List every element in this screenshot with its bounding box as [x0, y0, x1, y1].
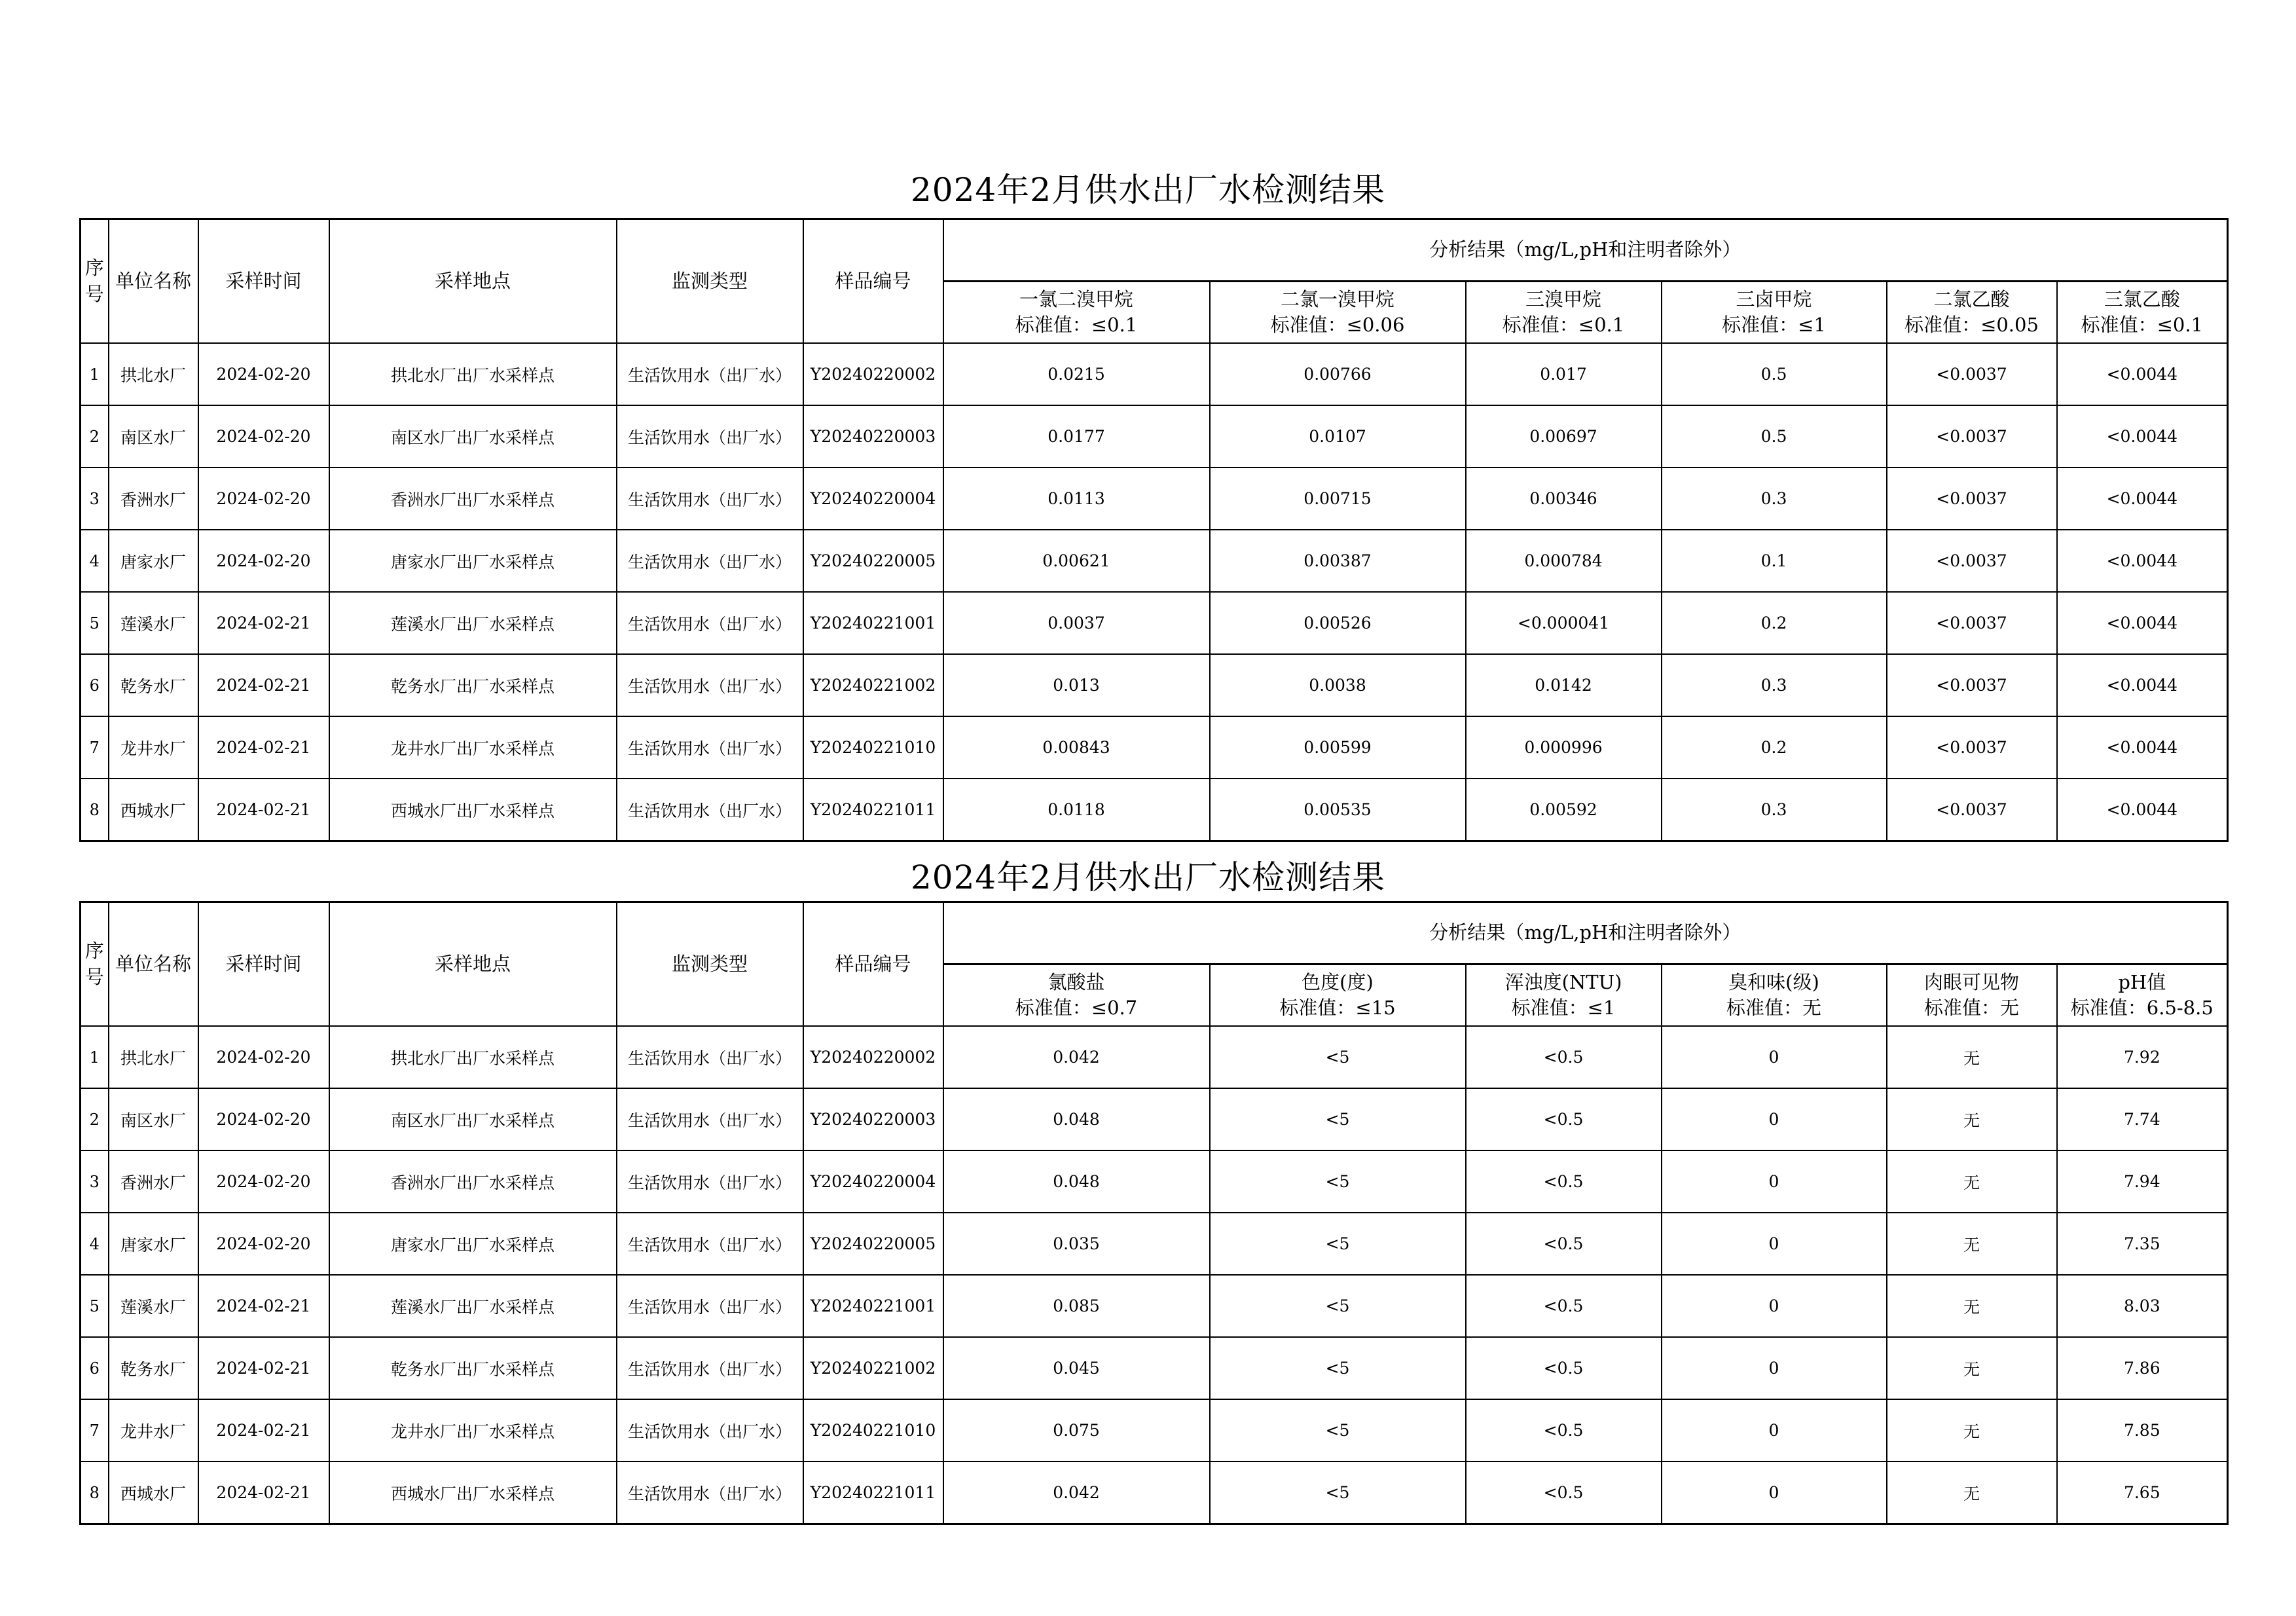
row-result-value: 0.1 — [1662, 530, 1887, 592]
row-sample-id: Y20240220004 — [803, 468, 943, 530]
row-result-value: <0.5 — [1466, 1150, 1662, 1213]
row-result-value: 0.0142 — [1466, 654, 1662, 716]
header-type: 监测类型 — [617, 219, 803, 344]
row-result-value: 无 — [1887, 1150, 2057, 1213]
row-result-value: 0.00697 — [1466, 405, 1662, 468]
row-result-value: 0.075 — [943, 1399, 1210, 1461]
row-unit-name: 拱北水厂 — [109, 1026, 198, 1088]
row-monitor-type: 生活饮用水（出厂水） — [617, 1026, 803, 1088]
row-result-value: 0 — [1662, 1026, 1887, 1088]
param-header — [1210, 282, 1466, 344]
param-header — [1210, 964, 1466, 1027]
row-sampling-time: 2024-02-21 — [198, 716, 329, 779]
row-result-value: 0.017 — [1466, 343, 1662, 405]
table-row — [81, 343, 2228, 405]
param-header — [1662, 282, 1887, 344]
row-unit-name: 莲溪水厂 — [109, 1275, 198, 1337]
row-result-value: <5 — [1210, 1150, 1466, 1213]
row-monitor-type: 生活饮用水（出厂水） — [617, 592, 803, 654]
results-body-2 — [81, 1026, 2228, 1524]
row-sample-id: Y20240220002 — [803, 343, 943, 405]
row-result-value: 0.0038 — [1210, 654, 1466, 716]
row-result-value: 0.2 — [1662, 716, 1887, 779]
table-row — [81, 405, 2228, 468]
row-result-value: <5 — [1210, 1026, 1466, 1088]
row-unit-name: 龙井水厂 — [109, 1399, 198, 1461]
table-row — [81, 530, 2228, 592]
row-monitor-type: 生活饮用水（出厂水） — [617, 1275, 803, 1337]
header-time: 采样时间 — [198, 219, 329, 344]
header-analysis-group: 分析结果（mg/L,pH和注明者除外） — [943, 902, 2228, 964]
header-seq: 序号 — [81, 902, 109, 1027]
row-monitor-type: 生活饮用水（出厂水） — [617, 1399, 803, 1461]
row-result-value: 7.74 — [2057, 1088, 2228, 1150]
param-header — [1466, 282, 1662, 344]
row-result-value: 0.2 — [1662, 592, 1887, 654]
row-result-value: <0.0037 — [1887, 530, 2057, 592]
row-result-value: 无 — [1887, 1026, 2057, 1088]
row-unit-name: 唐家水厂 — [109, 1213, 198, 1275]
row-seq: 4 — [81, 530, 109, 592]
table-row — [81, 1026, 2228, 1088]
row-result-value: <5 — [1210, 1088, 1466, 1150]
row-result-value: 0.0118 — [943, 779, 1210, 841]
row-result-value: 0.3 — [1662, 779, 1887, 841]
table-row — [81, 1150, 2228, 1213]
row-result-value: 0.0037 — [943, 592, 1210, 654]
row-seq: 8 — [81, 1461, 109, 1524]
row-result-value: 0.00346 — [1466, 468, 1662, 530]
results-table-2 — [79, 901, 2229, 1525]
row-seq: 1 — [81, 1026, 109, 1088]
row-monitor-type: 生活饮用水（出厂水） — [617, 405, 803, 468]
row-unit-name: 西城水厂 — [109, 1461, 198, 1524]
row-result-value: <0.000041 — [1466, 592, 1662, 654]
row-unit-name: 香洲水厂 — [109, 468, 198, 530]
row-seq: 6 — [81, 1337, 109, 1399]
row-sampling-time: 2024-02-20 — [198, 1088, 329, 1150]
row-seq: 3 — [81, 1150, 109, 1213]
param-name: pH值 — [2118, 970, 2166, 993]
param-name: 色度(度) — [1302, 970, 1374, 993]
row-result-value: 无 — [1887, 1461, 2057, 1524]
row-monitor-type: 生活饮用水（出厂水） — [617, 716, 803, 779]
row-sample-id: Y20240220005 — [803, 1213, 943, 1275]
results-table-1 — [79, 218, 2229, 842]
row-result-value: 7.94 — [2057, 1150, 2228, 1213]
row-unit-name: 南区水厂 — [109, 405, 198, 468]
report-title-1: 2024年2月供水出厂水检测结果 — [910, 171, 1386, 209]
row-sampling-site: 拱北水厂出厂水采样点 — [329, 1026, 617, 1088]
row-sample-id: Y20240220003 — [803, 1088, 943, 1150]
param-header — [943, 282, 1210, 344]
row-monitor-type: 生活饮用水（出厂水） — [617, 468, 803, 530]
row-seq: 1 — [81, 343, 109, 405]
row-result-value: 0.048 — [943, 1150, 1210, 1213]
param-name: 氯酸盐 — [1048, 970, 1105, 993]
row-seq: 3 — [81, 468, 109, 530]
row-result-value: 无 — [1887, 1337, 2057, 1399]
param-standard: 标准值：≤15 — [1279, 997, 1396, 1019]
param-standard: 标准值：≤0.7 — [1015, 997, 1138, 1019]
row-monitor-type: 生活饮用水（出厂水） — [617, 343, 803, 405]
row-result-value: <0.0037 — [1887, 468, 2057, 530]
row-monitor-type: 生活饮用水（出厂水） — [617, 654, 803, 716]
row-result-value: <0.0037 — [1887, 654, 2057, 716]
row-sampling-site: 莲溪水厂出厂水采样点 — [329, 592, 617, 654]
row-result-value: 0.042 — [943, 1461, 1210, 1524]
table-row — [81, 468, 2228, 530]
row-seq: 4 — [81, 1213, 109, 1275]
row-result-value: <0.5 — [1466, 1213, 1662, 1275]
param-standard: 标准值：≤0.1 — [1015, 314, 1138, 336]
row-result-value: 0.00592 — [1466, 779, 1662, 841]
row-unit-name: 香洲水厂 — [109, 1150, 198, 1213]
row-sampling-time: 2024-02-20 — [198, 530, 329, 592]
row-result-value: <0.0037 — [1887, 716, 2057, 779]
row-unit-name: 西城水厂 — [109, 779, 198, 841]
row-unit-name: 唐家水厂 — [109, 530, 198, 592]
param-header — [1887, 282, 2057, 344]
row-result-value: 7.35 — [2057, 1213, 2228, 1275]
row-sampling-time: 2024-02-20 — [198, 468, 329, 530]
row-result-value: 0.0107 — [1210, 405, 1466, 468]
table-row — [81, 1337, 2228, 1399]
row-unit-name: 龙井水厂 — [109, 716, 198, 779]
row-seq: 8 — [81, 779, 109, 841]
table-row — [81, 592, 2228, 654]
row-result-value: 0.042 — [943, 1026, 1210, 1088]
row-monitor-type: 生活饮用水（出厂水） — [617, 1461, 803, 1524]
row-result-value: 0 — [1662, 1275, 1887, 1337]
row-sampling-site: 西城水厂出厂水采样点 — [329, 1461, 617, 1524]
row-result-value: <0.0044 — [2057, 716, 2228, 779]
table-row — [81, 654, 2228, 716]
row-sampling-time: 2024-02-21 — [198, 779, 329, 841]
header-sample-id: 样品编号 — [803, 902, 943, 1027]
row-sampling-time: 2024-02-20 — [198, 343, 329, 405]
param-standard: 标准值：≤1 — [1511, 997, 1616, 1019]
row-result-value: <0.5 — [1466, 1026, 1662, 1088]
row-result-value: 0.00843 — [943, 716, 1210, 779]
row-seq: 7 — [81, 716, 109, 779]
row-result-value: 0 — [1662, 1399, 1887, 1461]
row-result-value: <5 — [1210, 1399, 1466, 1461]
row-sampling-time: 2024-02-20 — [198, 1150, 329, 1213]
report-title-2: 2024年2月供水出厂水检测结果 — [910, 858, 1386, 896]
row-sample-id: Y20240221010 — [803, 1399, 943, 1461]
row-sample-id: Y20240221001 — [803, 592, 943, 654]
row-result-value: <0.0037 — [1887, 343, 2057, 405]
header-unit: 单位名称 — [109, 219, 198, 344]
param-name: 肉眼可见物 — [1923, 970, 2019, 993]
header-seq: 序号 — [81, 219, 109, 344]
row-result-value: 0.000784 — [1466, 530, 1662, 592]
table-row — [81, 1461, 2228, 1524]
row-monitor-type: 生活饮用水（出厂水） — [617, 530, 803, 592]
row-unit-name: 南区水厂 — [109, 1088, 198, 1150]
param-standard: 标准值：≤1 — [1722, 314, 1826, 336]
row-result-value: 0.013 — [943, 654, 1210, 716]
param-standard: 标准值：无 — [1923, 997, 2019, 1019]
param-header — [1887, 964, 2057, 1027]
row-result-value: 0.00387 — [1210, 530, 1466, 592]
row-sampling-site: 拱北水厂出厂水采样点 — [329, 343, 617, 405]
row-sample-id: Y20240221002 — [803, 1337, 943, 1399]
table-row — [81, 1399, 2228, 1461]
header-sample-id: 样品编号 — [803, 219, 943, 344]
param-standard: 标准值：≤0.05 — [1904, 314, 2039, 336]
row-result-value: 0.085 — [943, 1275, 1210, 1337]
header-site: 采样地点 — [329, 219, 617, 344]
row-result-value: 8.03 — [2057, 1275, 2228, 1337]
table-row — [81, 716, 2228, 779]
row-seq: 5 — [81, 592, 109, 654]
row-sampling-time: 2024-02-21 — [198, 654, 329, 716]
row-result-value: 0.00715 — [1210, 468, 1466, 530]
row-unit-name: 乾务水厂 — [109, 1337, 198, 1399]
row-result-value: 0 — [1662, 1088, 1887, 1150]
row-result-value: 0.0215 — [943, 343, 1210, 405]
row-sampling-site: 香洲水厂出厂水采样点 — [329, 1150, 617, 1213]
row-result-value: 0.00599 — [1210, 716, 1466, 779]
row-result-value: 7.92 — [2057, 1026, 2228, 1088]
row-result-value: <0.0044 — [2057, 405, 2228, 468]
row-sampling-site: 南区水厂出厂水采样点 — [329, 405, 617, 468]
header-analysis-group: 分析结果（mg/L,pH和注明者除外） — [943, 219, 2228, 282]
row-sampling-site: 南区水厂出厂水采样点 — [329, 1088, 617, 1150]
row-result-value: <0.0037 — [1887, 405, 2057, 468]
param-standard: 标准值：≤0.06 — [1270, 314, 1405, 336]
row-result-value: <0.0044 — [2057, 654, 2228, 716]
row-result-value: 0.0113 — [943, 468, 1210, 530]
row-result-value: 无 — [1887, 1399, 2057, 1461]
row-result-value: 0 — [1662, 1337, 1887, 1399]
row-sampling-time: 2024-02-20 — [198, 405, 329, 468]
row-sampling-site: 西城水厂出厂水采样点 — [329, 779, 617, 841]
param-standard: 标准值：≤0.1 — [2081, 314, 2203, 336]
row-result-value: 无 — [1887, 1213, 2057, 1275]
param-header — [2057, 964, 2228, 1027]
row-sampling-site: 唐家水厂出厂水采样点 — [329, 530, 617, 592]
param-header — [1466, 964, 1662, 1027]
row-result-value: <0.0037 — [1887, 592, 2057, 654]
param-standard: 标准值：6.5-8.5 — [2070, 997, 2214, 1019]
row-result-value: 7.65 — [2057, 1461, 2228, 1524]
row-unit-name: 拱北水厂 — [109, 343, 198, 405]
param-name: 二氯乙酸 — [1933, 287, 2010, 310]
row-result-value: 0 — [1662, 1150, 1887, 1213]
param-name: 三氯乙酸 — [2104, 287, 2180, 310]
results-body-1 — [81, 343, 2228, 841]
param-header — [1662, 964, 1887, 1027]
row-result-value: <0.5 — [1466, 1399, 1662, 1461]
row-result-value: 0 — [1662, 1461, 1887, 1524]
row-result-value: <0.0044 — [2057, 530, 2228, 592]
header-site: 采样地点 — [329, 902, 617, 1027]
row-monitor-type: 生活饮用水（出厂水） — [617, 1088, 803, 1150]
param-standard: 标准值：≤0.1 — [1502, 314, 1625, 336]
row-result-value: 0.00766 — [1210, 343, 1466, 405]
row-result-value: 7.86 — [2057, 1337, 2228, 1399]
row-sampling-time: 2024-02-21 — [198, 1399, 329, 1461]
row-monitor-type: 生活饮用水（出厂水） — [617, 1150, 803, 1213]
param-name: 三卤甲烷 — [1736, 287, 1812, 310]
param-header — [2057, 282, 2228, 344]
row-result-value: 0.00621 — [943, 530, 1210, 592]
row-seq: 7 — [81, 1399, 109, 1461]
param-standard: 标准值：无 — [1726, 997, 1821, 1019]
row-result-value: 0.5 — [1662, 405, 1887, 468]
row-sample-id: Y20240221001 — [803, 1275, 943, 1337]
row-result-value: 无 — [1887, 1088, 2057, 1150]
row-result-value: <0.0037 — [1887, 779, 2057, 841]
row-result-value: <5 — [1210, 1461, 1466, 1524]
header-unit: 单位名称 — [109, 902, 198, 1027]
row-result-value: 0.00535 — [1210, 779, 1466, 841]
row-result-value: <0.0044 — [2057, 468, 2228, 530]
row-result-value: <0.0044 — [2057, 779, 2228, 841]
param-header — [943, 964, 1210, 1027]
row-sampling-site: 龙井水厂出厂水采样点 — [329, 1399, 617, 1461]
row-unit-name: 莲溪水厂 — [109, 592, 198, 654]
table-row — [81, 1213, 2228, 1275]
row-result-value: 0.045 — [943, 1337, 1210, 1399]
row-result-value: 7.85 — [2057, 1399, 2228, 1461]
row-result-value: 0.00526 — [1210, 592, 1466, 654]
row-sampling-site: 龙井水厂出厂水采样点 — [329, 716, 617, 779]
row-sampling-time: 2024-02-21 — [198, 1461, 329, 1524]
row-sampling-site: 唐家水厂出厂水采样点 — [329, 1213, 617, 1275]
row-result-value: 0.0177 — [943, 405, 1210, 468]
row-sampling-time: 2024-02-20 — [198, 1026, 329, 1088]
row-sampling-site: 乾务水厂出厂水采样点 — [329, 654, 617, 716]
row-result-value: 0 — [1662, 1213, 1887, 1275]
row-sampling-time: 2024-02-21 — [198, 1337, 329, 1399]
row-result-value: 0.035 — [943, 1213, 1210, 1275]
table-row — [81, 779, 2228, 841]
row-sample-id: Y20240221011 — [803, 779, 943, 841]
row-result-value: <0.5 — [1466, 1275, 1662, 1337]
row-result-value: <0.5 — [1466, 1461, 1662, 1524]
row-seq: 6 — [81, 654, 109, 716]
param-name: 浑浊度(NTU) — [1504, 970, 1622, 993]
row-result-value: <0.5 — [1466, 1337, 1662, 1399]
row-seq: 2 — [81, 405, 109, 468]
row-result-value: 0.048 — [943, 1088, 1210, 1150]
row-seq: 2 — [81, 1088, 109, 1150]
row-result-value: <0.5 — [1466, 1088, 1662, 1150]
row-result-value: <5 — [1210, 1213, 1466, 1275]
param-name: 三溴甲烷 — [1525, 287, 1601, 310]
row-sample-id: Y20240220005 — [803, 530, 943, 592]
row-sample-id: Y20240221002 — [803, 654, 943, 716]
header-time: 采样时间 — [198, 902, 329, 1027]
row-result-value: <0.0044 — [2057, 343, 2228, 405]
row-sampling-site: 香洲水厂出厂水采样点 — [329, 468, 617, 530]
row-unit-name: 乾务水厂 — [109, 654, 198, 716]
row-sampling-time: 2024-02-21 — [198, 1275, 329, 1337]
row-result-value: <0.0044 — [2057, 592, 2228, 654]
row-sampling-time: 2024-02-21 — [198, 592, 329, 654]
row-seq: 5 — [81, 1275, 109, 1337]
param-name: 一氯二溴甲烷 — [1019, 287, 1133, 310]
row-result-value: 0.000996 — [1466, 716, 1662, 779]
row-sampling-time: 2024-02-20 — [198, 1213, 329, 1275]
row-monitor-type: 生活饮用水（出厂水） — [617, 1213, 803, 1275]
row-result-value: 0.3 — [1662, 654, 1887, 716]
row-result-value: <5 — [1210, 1275, 1466, 1337]
row-result-value: 无 — [1887, 1275, 2057, 1337]
table-row — [81, 1088, 2228, 1150]
row-sample-id: Y20240220004 — [803, 1150, 943, 1213]
param-name: 臭和味(级) — [1728, 970, 1819, 993]
row-monitor-type: 生活饮用水（出厂水） — [617, 779, 803, 841]
row-result-value: 0.5 — [1662, 343, 1887, 405]
row-result-value: <5 — [1210, 1337, 1466, 1399]
param-name: 二氯一溴甲烷 — [1280, 287, 1394, 310]
row-sample-id: Y20240220003 — [803, 405, 943, 468]
header-type: 监测类型 — [617, 902, 803, 1027]
row-sample-id: Y20240220002 — [803, 1026, 943, 1088]
row-result-value: 0.3 — [1662, 468, 1887, 530]
row-sampling-site: 乾务水厂出厂水采样点 — [329, 1337, 617, 1399]
row-sampling-site: 莲溪水厂出厂水采样点 — [329, 1275, 617, 1337]
row-sample-id: Y20240221011 — [803, 1461, 943, 1524]
row-sample-id: Y20240221010 — [803, 716, 943, 779]
row-monitor-type: 生活饮用水（出厂水） — [617, 1337, 803, 1399]
table-row — [81, 1275, 2228, 1337]
